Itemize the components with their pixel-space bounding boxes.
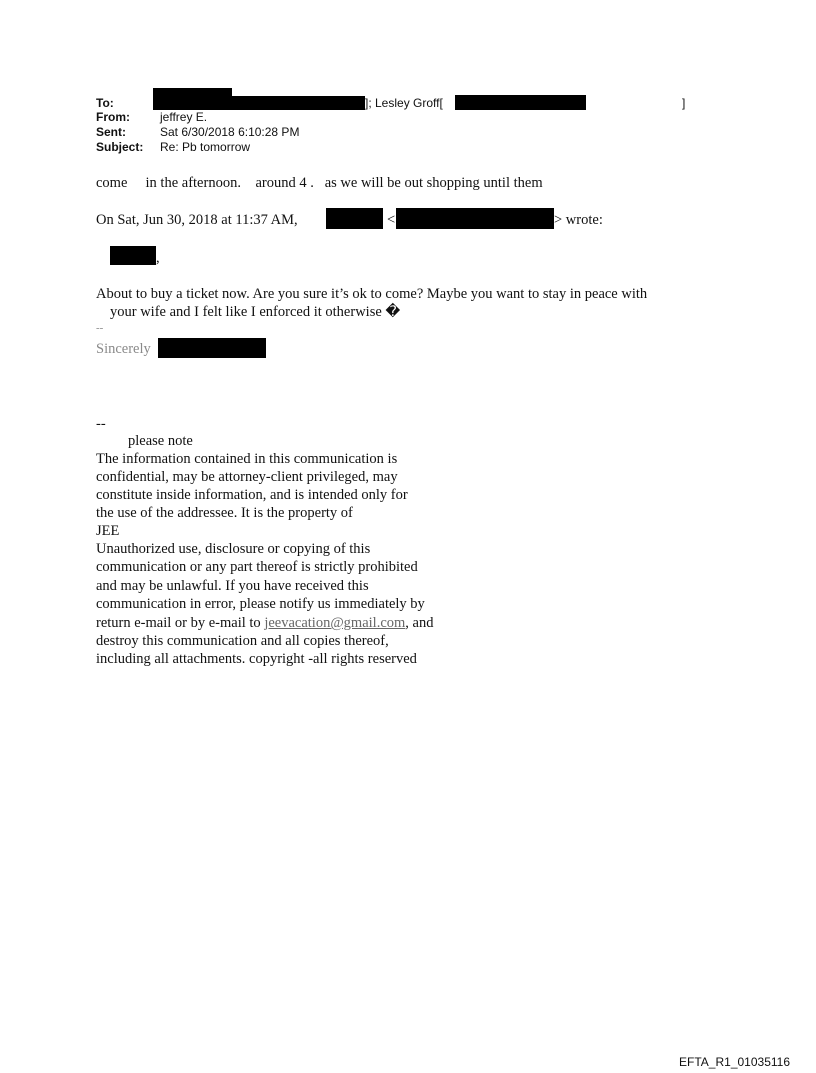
disclaimer-line: and may be unlawful. If you have received this <box>96 578 369 594</box>
disclaimer-line: Unauthorized use, disclosure or copying of this <box>96 541 371 557</box>
disclaimer-line: communication in error, please notify us immediately by <box>96 596 425 612</box>
email-link[interactable]: jeevacation@gmail.com <box>264 615 406 631</box>
disclaimer-note: please note <box>128 433 193 449</box>
subject-label: Subject: <box>96 140 144 154</box>
redaction-signature-name <box>158 338 266 358</box>
to-recipient-close: ] <box>682 96 686 110</box>
subject-value: Re: Pb tomorrow <box>160 140 251 154</box>
sent-label: Sent: <box>96 125 126 139</box>
disclaimer-line: including all attachments. copyright -all rights reserved <box>96 651 417 667</box>
redaction-to-name <box>153 96 365 110</box>
signature-sincerely: Sincerely <box>96 341 151 357</box>
document-id: EFTA_R1_01035116 <box>679 1055 790 1069</box>
reply-text: come in the afternoon. around 4 . as we will be out shopping until them <box>96 175 543 191</box>
disclaimer-line: The information contained in this communication is <box>96 451 398 467</box>
redaction-sender-email <box>396 208 554 229</box>
disclaimer-return-suffix: , and <box>405 615 434 631</box>
disclaimer-line: JEE <box>96 523 120 539</box>
greeting-comma: , <box>156 250 160 266</box>
disclaimer-return-prefix: return e-mail or by e-mail to <box>96 615 265 631</box>
from-value: jeffrey E. <box>160 110 208 124</box>
disclaimer-dashes: -- <box>96 416 106 432</box>
redaction-sender-name <box>326 208 383 229</box>
from-label: From: <box>96 110 130 124</box>
quote-intro-bracket: < <box>387 212 396 228</box>
redaction-greeting-name <box>110 246 156 265</box>
quote-intro-wrote: > wrote: <box>554 212 603 228</box>
quote-intro-date: On Sat, Jun 30, 2018 at 11:37 AM, <box>96 212 298 228</box>
disclaimer-return-line <box>96 614 433 632</box>
message-line-2: your wife and I felt like I enforced it otherwise � <box>110 304 401 320</box>
signature-dashes: -- <box>96 322 104 334</box>
disclaimer-line: the use of the addressee. It is the property of <box>96 505 353 521</box>
disclaimer-line: destroy this communication and all copies thereof, <box>96 633 389 649</box>
to-label: To: <box>96 96 114 110</box>
disclaimer-line: communication or any part thereof is strictly prohibited <box>96 559 418 575</box>
message-line-1: About to buy a ticket now. Are you sure it’s ok to come? Maybe you want to stay in peace with <box>96 286 648 302</box>
sent-value: Sat 6/30/2018 6:10:28 PM <box>160 125 300 139</box>
redaction-groff-email <box>455 95 586 110</box>
to-recipient-separator: ]; Lesley Groff[ <box>365 96 443 110</box>
disclaimer-line: confidential, may be attorney-client privileged, may <box>96 469 398 485</box>
disclaimer-line: constitute inside information, and is intended only for <box>96 487 408 503</box>
